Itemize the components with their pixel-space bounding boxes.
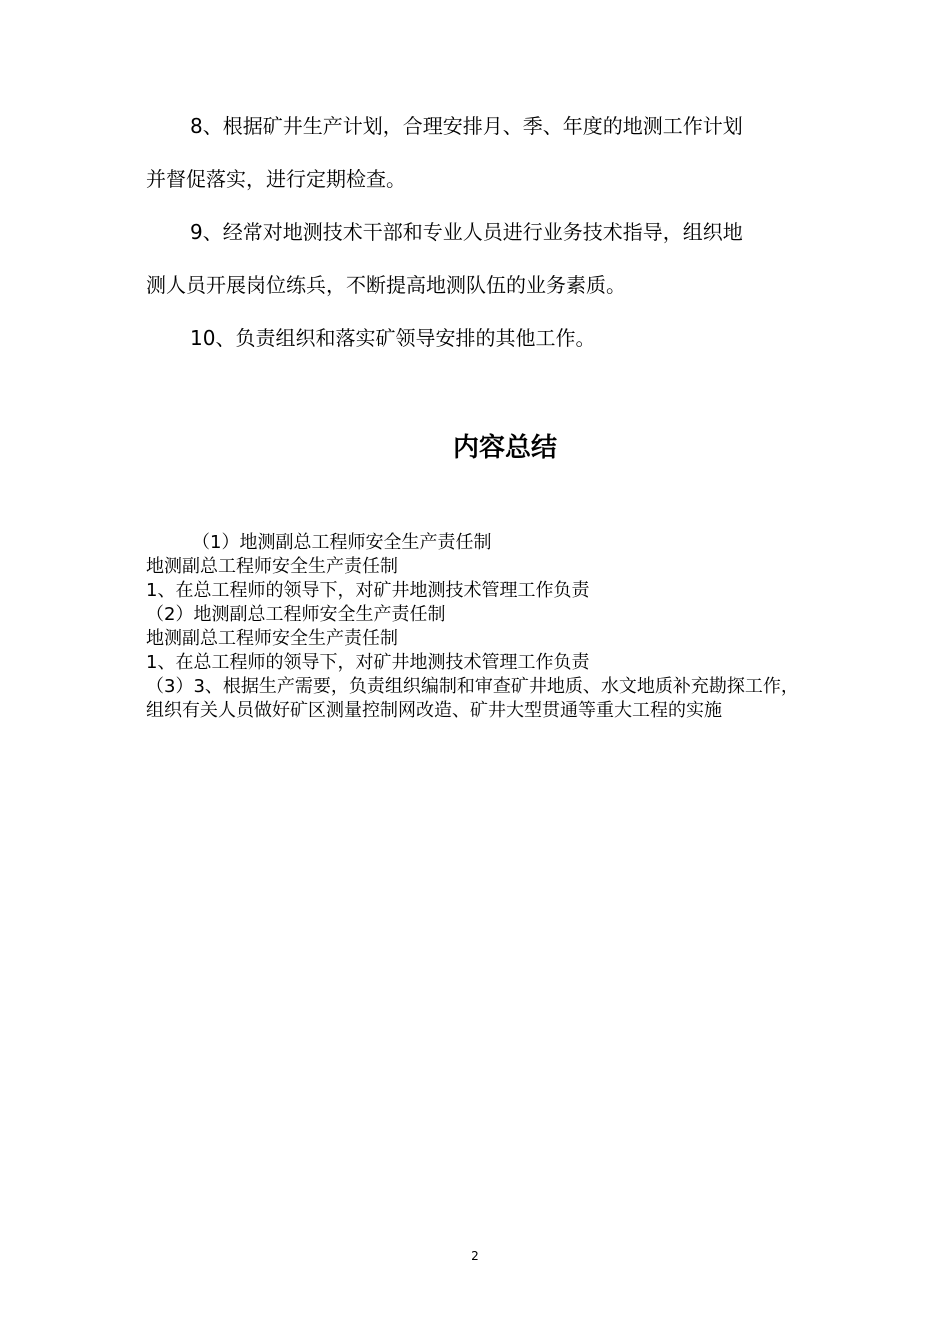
summary-title: 内容总结: [452, 433, 557, 463]
page-number: 2: [471, 1249, 479, 1263]
summary-line-4: （2）地测副总工程师安全生产责任制: [146, 604, 446, 625]
paragraph-9-line-1: 9、经常对地测技术干部和专业人员进行业务技术指导，组织地: [190, 220, 743, 244]
summary-line-6: 1、在总工程师的领导下，对矿井地测技术管理工作负责: [146, 652, 590, 673]
paragraph-10: 10、负责组织和落实矿领导安排的其他工作。: [190, 326, 596, 350]
body-text: [146, 100, 810, 365]
summary-block: [146, 531, 806, 723]
paragraph-8-line-1: 8、根据矿井生产计划，合理安排月、季、年度的地测工作计划: [190, 114, 743, 138]
paragraph-8-line-2: 并督促落实，进行定期检查。: [146, 167, 406, 191]
summary-line-3: 1、在总工程师的领导下，对矿井地测技术管理工作负责: [146, 580, 590, 601]
paragraph-9-line-2: 测人员开展岗位练兵，不断提高地测队伍的业务素质。: [146, 273, 626, 297]
summary-line-5: 地测副总工程师安全生产责任制: [146, 628, 398, 649]
summary-line-2: 地测副总工程师安全生产责任制: [146, 556, 398, 577]
summary-line-1: （1）地测副总工程师安全生产责任制: [192, 532, 492, 553]
summary-line-7: （3）3、根据生产需要，负责组织编制和审查矿井地质、水文地质补充勘探工作，组织有关人员做好矿区测量控制网改造、矿井大型贯通等重大工程的实施: [146, 676, 799, 721]
